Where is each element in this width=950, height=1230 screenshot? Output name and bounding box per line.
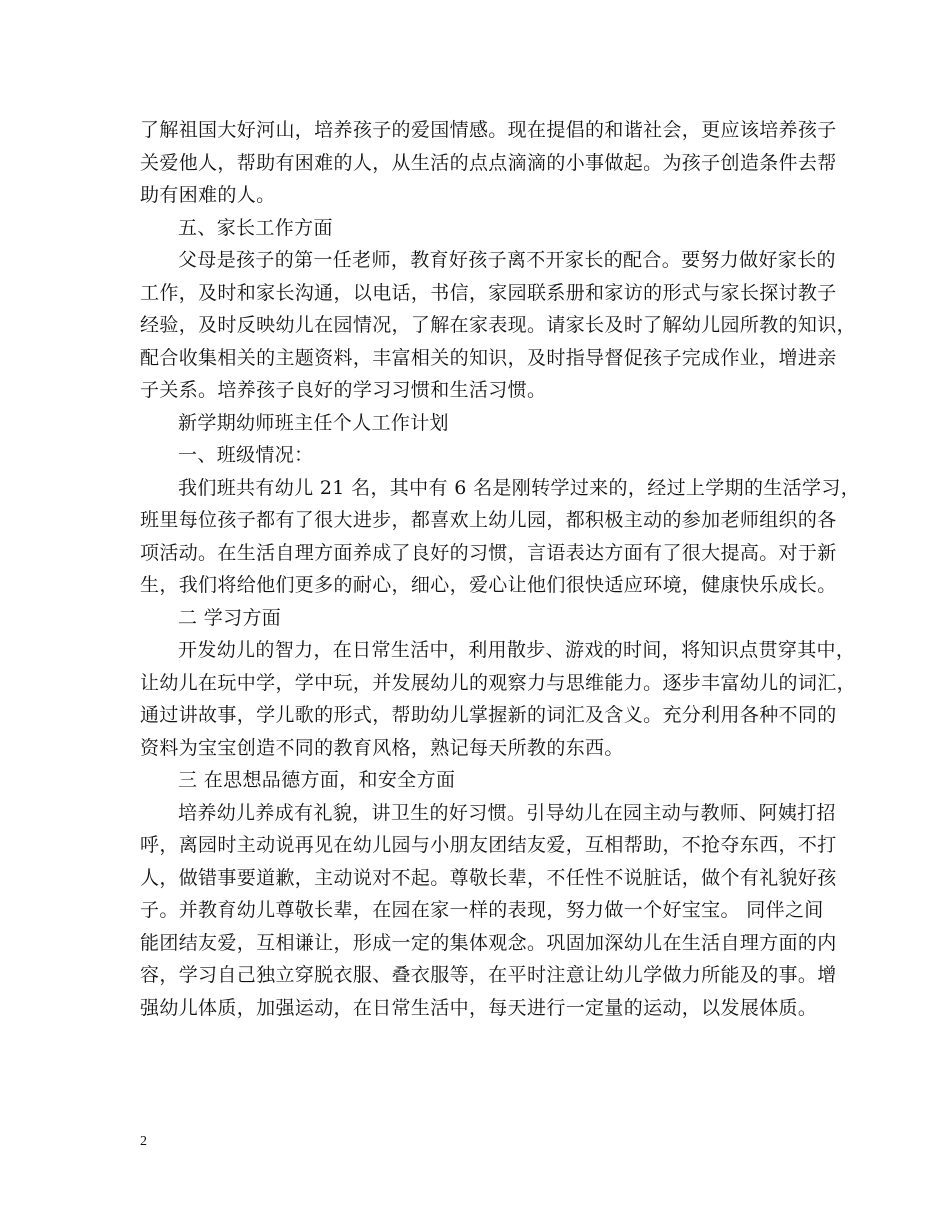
document-subtitle: 新学期幼师班主任个人工作计划 xyxy=(178,411,449,434)
text-line: 项活动。在生活自理方面养成了良好的习惯，言语表达方面有了很大提高。对于新 xyxy=(140,541,837,564)
text-line: 强幼儿体质，加强运动，在日常生活中，每天进行一定量的运动，以发展体质。 xyxy=(140,996,818,1019)
text-line: 资料为宝宝创造不同的教育风格，熟记每天所教的东西。 xyxy=(140,736,624,759)
text-line: 让幼儿在玩中学，学中玩，并发展幼儿的观察力与思维能力。逐步丰富幼儿的词汇， xyxy=(140,671,856,694)
section-heading: 五、家长工作方面 xyxy=(178,216,333,239)
text-line: 开发幼儿的智力，在日常生活中，利用散步、游戏的时间，将知识点贯穿其中， xyxy=(178,639,856,661)
text-line: 通过讲故事，学儿歌的形式，帮助幼儿掌握新的词汇及含义。充分利用各种不同的 xyxy=(140,704,837,726)
text-line: 工作，及时和家长沟通，以电话，书信，家园联系册和家访的形式与家长探讨教子 xyxy=(140,281,837,304)
text-line: 了解祖国大好河山，培养孩子的爱国情感。现在提倡的和谐社会，更应该培养孩子 xyxy=(140,119,837,141)
section-heading: 二 学习方面 xyxy=(178,606,282,629)
text-line: 生，我们将给他们更多的耐心，细心，爱心让他们很快适应环境，健康快乐成长。 xyxy=(140,574,837,596)
text-line: 容，学习自己独立穿脱衣服、叠衣服等，在平时注意让幼儿学做力所能及的事。增 xyxy=(140,964,837,986)
text-line: 助有困难的人。 xyxy=(140,184,276,206)
text-line: 班里每位孩子都有了很大进步，都喜欢上幼儿园，都积极主动的参加老师组织的各 xyxy=(140,509,837,531)
text-line: 子关系。培养孩子良好的学习习惯和生活习惯。 xyxy=(140,379,547,401)
document-body xyxy=(140,114,861,1024)
text-line: 父母是孩子的第一任老师，教育好孩子离不开家长的配合。要努力做好家长的 xyxy=(178,249,836,271)
section-heading: 三 在思想品德方面，和安全方面 xyxy=(178,769,456,791)
page-number: 2 xyxy=(140,1134,147,1149)
section-heading: 一、班级情况： xyxy=(178,444,314,466)
text-line: 人，做错事要道歉，主动说对不起。尊敬长辈，不任性不说脏话，做个有礼貌好孩 xyxy=(140,866,837,889)
text-line: 培养幼儿养成有礼貌，讲卫生的好习惯。引导幼儿在园主动与教师、阿姨打招 xyxy=(178,801,836,824)
text-line: 子。并教育幼儿尊敬长辈，在园在家一样的表现，努力做一个好宝宝。 同伴之间 xyxy=(140,899,824,921)
text-line: 关爱他人，帮助有困难的人，从生活的点点滴滴的小事做起。为孩子创造条件去帮 xyxy=(140,151,837,174)
text-line: 能团结友爱，互相谦让，形成一定的集体观念。巩固加深幼儿在生活自理方面的内 xyxy=(140,931,837,954)
text-line: 呼，离园时主动说再见在幼儿园与小朋友团结友爱，互相帮助，不抢夺东西，不打 xyxy=(140,834,837,856)
text-line: 我们班共有幼儿 21 名，其中有 6 名是刚转学过来的，经过上学期的生活学习， xyxy=(178,476,861,499)
text-line: 配合收集相关的主题资料，丰富相关的知识，及时指导督促孩子完成作业，增进亲 xyxy=(140,346,837,369)
text-line: 经验，及时反映幼儿在园情况，了解在家表现。请家长及时了解幼儿园所教的知识， xyxy=(140,314,856,336)
